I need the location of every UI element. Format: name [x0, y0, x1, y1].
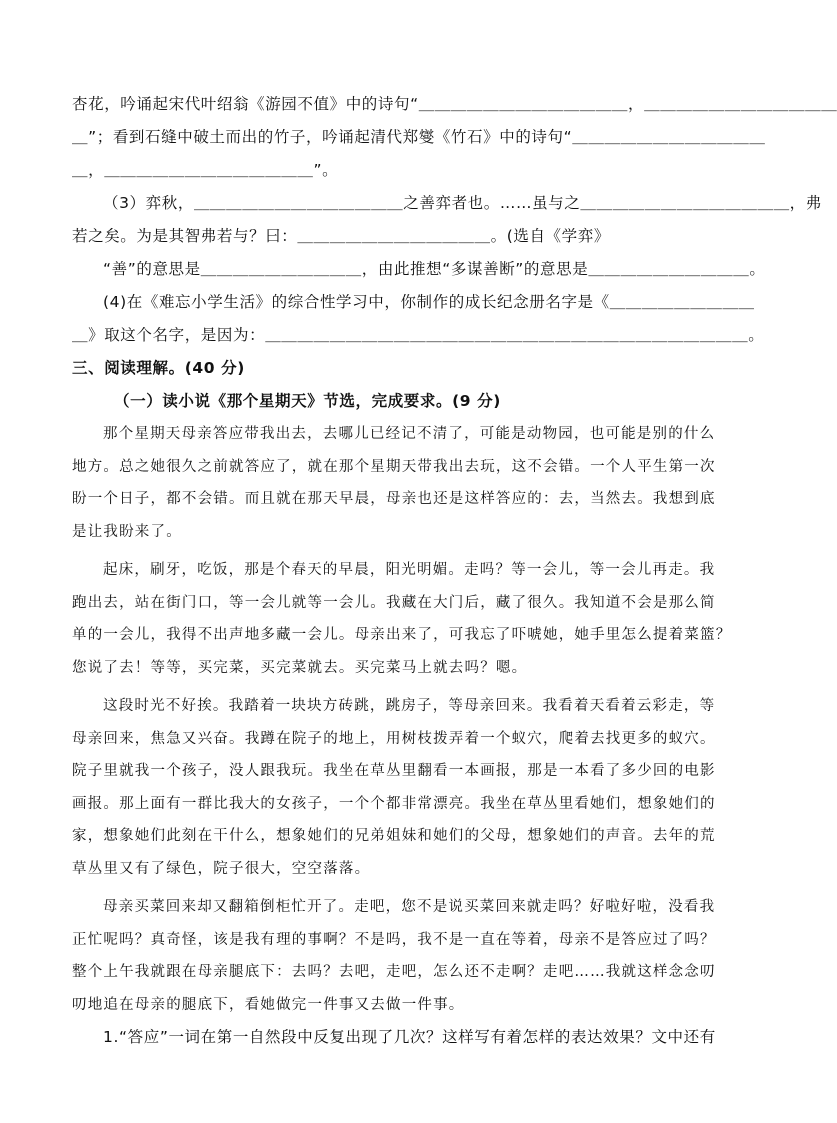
text-line: （3）弈秋，＿＿＿＿＿＿＿＿＿＿＿＿＿之善弈者也。……虽与之＿＿＿＿＿＿＿＿＿＿＿＿＿，弗 [103, 194, 822, 212]
document-page [72, 88, 837, 1054]
text-line: 若之矣。为是其智弗若与？曰：＿＿＿＿＿＿＿＿＿＿＿＿。(选自《学弈》 [72, 227, 610, 245]
text-line: 杏花，吟诵起宋代叶绍翁《游园不值》中的诗句“＿＿＿＿＿＿＿＿＿＿＿＿＿，＿＿＿＿＿＿＿＿＿＿＿＿ [72, 95, 837, 113]
question-1: 1.“答应”一词在第一自然段中反复出现了几次？这样写有着怎样的表达效果？文中还有 [103, 1028, 716, 1046]
text-line: 地方。总之她很久之前就答应了，就在那个星期天带我出去玩，这不会错。一个人平生第一次 [72, 458, 716, 475]
text-line: 盼一个日子，都不会错。而且就在那天早晨，母亲也还是这样答应的：去，当然去。我想到底 [72, 491, 716, 507]
paragraph-2 [72, 554, 732, 684]
text-line: 母亲回来，焦急又兴奋。我蹲在院子的地上，用树枝拨弄着一个蚁穴，爬着去找更多的蚁穴。 [72, 730, 716, 747]
text-line: 院子里就我一个孩子，没人跟我玩。我坐在草丛里翻看一本画报，那是一本看了多少回的电影 [72, 763, 716, 779]
text-line: “善”的意思是＿＿＿＿＿＿＿＿＿＿，由此推想“多谋善断”的意思是＿＿＿＿＿＿＿＿＿＿。 [103, 260, 766, 278]
question-4 [72, 286, 765, 352]
text-line: (4)在《难忘小学生活》的综合性学习中，你制作的成长纪念册名字是《＿＿＿＿＿＿＿＿＿ [103, 293, 755, 311]
text-line: 正忙呢吗？真奇怪，该是我有理的事啊？不是吗，我不是一直在等着，母亲不是答应过了吗？ [72, 931, 716, 948]
poem-fill-in-section [72, 88, 837, 187]
text-line: 家，想象她们此刻在干什么，想象她们的兄弟姐妹和她们的父母，想象她们的声音。去年的荒 [72, 828, 716, 844]
text-line: ＿》取这个名字，是因为：＿＿＿＿＿＿＿＿＿＿＿＿＿＿＿＿＿＿＿＿＿＿＿＿＿＿＿＿＿＿。 [72, 326, 765, 344]
story-excerpt [72, 418, 732, 1021]
text-line: 画报。那上面有一群比我大的女孩子，一个个都非常漂亮。我坐在草丛里看她们，想象她们的 [72, 795, 716, 812]
text-line: 您说了去！等等，买完菜，买完菜就去。买完菜马上就去吗？嗯。 [72, 659, 528, 676]
text-line: 母亲买菜回来却又翻箱倒柜忙开了。走吧，您不是说买菜回来就走吗？好啦好啦，没看我 [103, 899, 716, 915]
paragraph-3 [72, 690, 724, 885]
text-line: ＿”；看到石缝中破土而出的竹子，吟诵起清代郑燮《竹石》中的诗句“＿＿＿＿＿＿＿＿＿＿＿＿ [72, 128, 766, 146]
text-line: 叨地追在母亲的腿底下，看她做完一件事又去做一件事。 [72, 996, 465, 1013]
text-line: 那个星期天母亲答应带我出去，去哪儿已经记不清了，可能是动物园，也可能是别的什么 [103, 426, 716, 442]
text-line: 起床，刷牙，吃饭，那是个春天的早晨，阳光明媚。走吗？等一会儿，等一会儿再走。我 [103, 562, 716, 578]
section-heading: 三、阅读理解。(40 分) [72, 359, 245, 377]
paragraph-1 [72, 418, 724, 548]
text-line: ＿，＿＿＿＿＿＿＿＿＿＿＿＿＿”。 [72, 161, 339, 179]
question-3 [72, 187, 822, 286]
text-line: 跑出去，站在街门口，等一会儿就等一会儿。我藏在大门后，藏了很久。我知道不会是那么简 [72, 594, 716, 611]
text-line: 单的一会儿，我得不出声地多藏一会儿。母亲出来了，可我忘了吓唬她，她手里怎么提着菜篮？ [72, 627, 732, 643]
text-line: 草丛里又有了绿色，院子很大，空空落落。 [72, 860, 371, 877]
text-line: 整个上午我就跟在母亲腿底下：去吗？去吧，走吧，怎么还不走啊？走吧……我就这样念念叨 [72, 964, 716, 980]
text-line: 是让我盼来了。 [72, 523, 182, 540]
sub-heading: （一）读小说《那个星期天》节选，完成要求。(9 分) [114, 392, 501, 410]
text-line: 这段时光不好挨。我踏着一块块方砖跳，跳房子，等母亲回来。我看着天看着云彩走，等 [103, 698, 716, 714]
paragraph-4 [72, 891, 724, 1021]
